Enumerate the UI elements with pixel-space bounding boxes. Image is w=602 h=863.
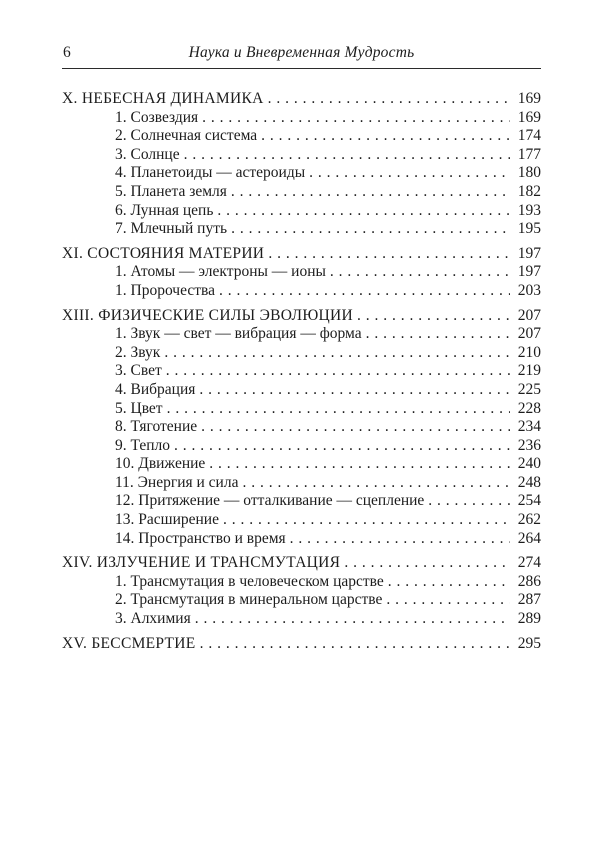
dot-leader (290, 530, 510, 549)
toc-entry-page: 197 (517, 263, 541, 281)
toc-entry-label: 1. Пророчества (115, 281, 216, 299)
toc-entry-page: 207 (517, 306, 541, 324)
toc-entry-page: 287 (517, 591, 541, 609)
toc-entry-label: 2. Солнечная система (115, 127, 258, 145)
toc-section (62, 245, 541, 301)
toc-entry-page: 210 (517, 343, 541, 361)
toc-entry-page: 236 (517, 436, 541, 454)
dot-leader (209, 455, 510, 474)
toc-chapter-row (62, 635, 541, 654)
dot-leader (428, 492, 510, 511)
dot-leader (330, 263, 510, 282)
dot-leader (195, 610, 510, 629)
toc-entry-label: 10. Движение (115, 455, 206, 473)
toc-item-row (62, 263, 541, 282)
toc-item-row (62, 530, 541, 549)
toc-item-row (62, 418, 541, 437)
dot-leader (200, 635, 510, 654)
toc-section (62, 635, 541, 654)
toc-entry-page: 234 (517, 418, 541, 436)
toc-item-row (62, 610, 541, 629)
toc-item-row (62, 591, 541, 610)
toc-entry-label: 2. Звук (115, 343, 161, 361)
toc-item-row (62, 109, 541, 128)
toc-entry-label: 3. Алхимия (115, 610, 191, 628)
dot-leader (242, 474, 510, 493)
dot-leader (217, 202, 510, 221)
toc-entry-label: XI. СОСТОЯНИЯ МАТЕРИИ (62, 244, 265, 262)
toc-entry-page: 254 (517, 492, 541, 510)
toc-entry-page: 248 (517, 473, 541, 491)
dot-leader (199, 381, 510, 400)
toc-item-row (62, 127, 541, 146)
toc-entry-label: 2. Трансмутация в минеральном царстве (115, 591, 383, 609)
toc-entry-page: 289 (517, 610, 541, 628)
dot-leader (231, 183, 510, 202)
toc-entry-label: XIII. ФИЗИЧЕСКИЕ СИЛЫ ЭВОЛЮЦИИ (62, 306, 354, 324)
toc-entry-page: 203 (517, 281, 541, 299)
toc-entry-label: 3. Солнце (115, 145, 180, 163)
toc-entry-label: 11. Энергия и сила (115, 473, 239, 491)
toc-item-row (62, 282, 541, 301)
toc-entry-label: 9. Тепло (115, 436, 171, 454)
toc-entry-label: 7. Млечный путь (115, 220, 228, 238)
toc-entry-page: 264 (517, 529, 541, 547)
toc-chapter-row (62, 90, 541, 109)
dot-leader (366, 325, 510, 344)
toc-entry-page: 180 (517, 164, 541, 182)
toc-entry-page: 193 (517, 201, 541, 219)
toc-item-row (62, 344, 541, 363)
toc-item-row (62, 146, 541, 165)
dot-leader (231, 220, 510, 239)
toc-entry-page: 240 (517, 455, 541, 473)
toc-entry-label: 6. Лунная цепь (115, 201, 214, 219)
dot-leader (223, 511, 510, 530)
dot-leader (167, 400, 510, 419)
toc-entry-page: 225 (517, 380, 541, 398)
toc-entry-page: 228 (517, 399, 541, 417)
toc-item-row (62, 511, 541, 530)
toc-entry-page: 262 (517, 511, 541, 529)
toc-chapter-row (62, 554, 541, 573)
toc-entry-page: 286 (517, 572, 541, 590)
toc-section (62, 554, 541, 628)
dot-leader (344, 554, 510, 573)
dot-leader (184, 146, 510, 165)
page-header (62, 44, 541, 69)
toc-chapter-row (62, 245, 541, 264)
toc-entry-label: 1. Созвездия (115, 108, 199, 126)
toc-item-row (62, 474, 541, 493)
dot-leader (164, 344, 510, 363)
toc-section (62, 307, 541, 549)
dot-leader (386, 591, 510, 610)
dot-leader (219, 282, 510, 301)
dot-leader (174, 437, 510, 456)
toc-entry-label: 1. Звук — свет — вибрация — форма (115, 325, 362, 343)
toc-entry-label: 3. Свет (115, 362, 162, 380)
toc-item-row (62, 220, 541, 239)
dot-leader (261, 127, 510, 146)
toc-item-row (62, 325, 541, 344)
toc-entry-page: 274 (517, 554, 541, 572)
toc-entry-label: X. НЕБЕСНАЯ ДИНАМИКА (62, 90, 264, 107)
toc-entry-label: 1. Трансмутация в человеческом царстве (115, 572, 384, 590)
toc-entry-label: 4. Вибрация (115, 380, 196, 398)
toc-item-row (62, 400, 541, 419)
toc-item-row (62, 573, 541, 592)
dot-leader (388, 573, 510, 592)
toc-entry-label: XV. БЕССМЕРТИЕ (62, 634, 196, 652)
toc-section (62, 90, 541, 239)
toc-item-row (62, 202, 541, 221)
toc-entry-page: 207 (517, 325, 541, 343)
toc-item-row (62, 164, 541, 183)
toc-entry-label: 4. Планетоиды — астероиды (115, 164, 306, 182)
toc-entry-page: 197 (517, 244, 541, 262)
running-title: Наука и Вневременная Мудрость (188, 44, 415, 61)
dot-leader (166, 362, 510, 381)
page-number: 6 (63, 44, 71, 61)
toc-entry-label: 13. Расширение (115, 511, 219, 529)
toc-entry-label: XIV. ИЗЛУЧЕНИЕ И ТРАНСМУТАЦИЯ (62, 554, 341, 572)
dot-leader (357, 307, 510, 326)
toc-item-row (62, 362, 541, 381)
toc-item-row (62, 492, 541, 511)
toc-item-row (62, 455, 541, 474)
toc-entry-page: 177 (517, 145, 541, 163)
toc-entry-page: 295 (517, 634, 541, 652)
toc-entry-page: 182 (517, 182, 541, 200)
toc-entry-label: 14. Пространство и время (115, 529, 286, 547)
toc-entry-page: 169 (517, 90, 541, 107)
toc-entry-label: 5. Цвет (115, 399, 163, 417)
toc-item-row (62, 437, 541, 456)
toc-entry-label: 12. Притяжение — отталкивание — сцепление (115, 492, 425, 510)
toc-entry-page: 195 (517, 220, 541, 238)
dot-leader (309, 164, 510, 183)
dot-leader (268, 245, 510, 264)
dot-leader (202, 109, 510, 128)
toc-entry-page: 174 (517, 127, 541, 145)
toc-entry-label: 8. Тяготение (115, 418, 198, 436)
toc-entry-label: 5. Планета земля (115, 182, 227, 200)
table-of-contents (62, 90, 541, 653)
toc-entry-label: 1. Атомы — электроны — ионы (115, 263, 326, 281)
toc-chapter-row (62, 307, 541, 326)
dot-leader (201, 418, 510, 437)
toc-item-row (62, 183, 541, 202)
toc-entry-page: 219 (517, 362, 541, 380)
toc-entry-page: 169 (517, 108, 541, 126)
toc-item-row (62, 381, 541, 400)
dot-leader (268, 90, 510, 109)
